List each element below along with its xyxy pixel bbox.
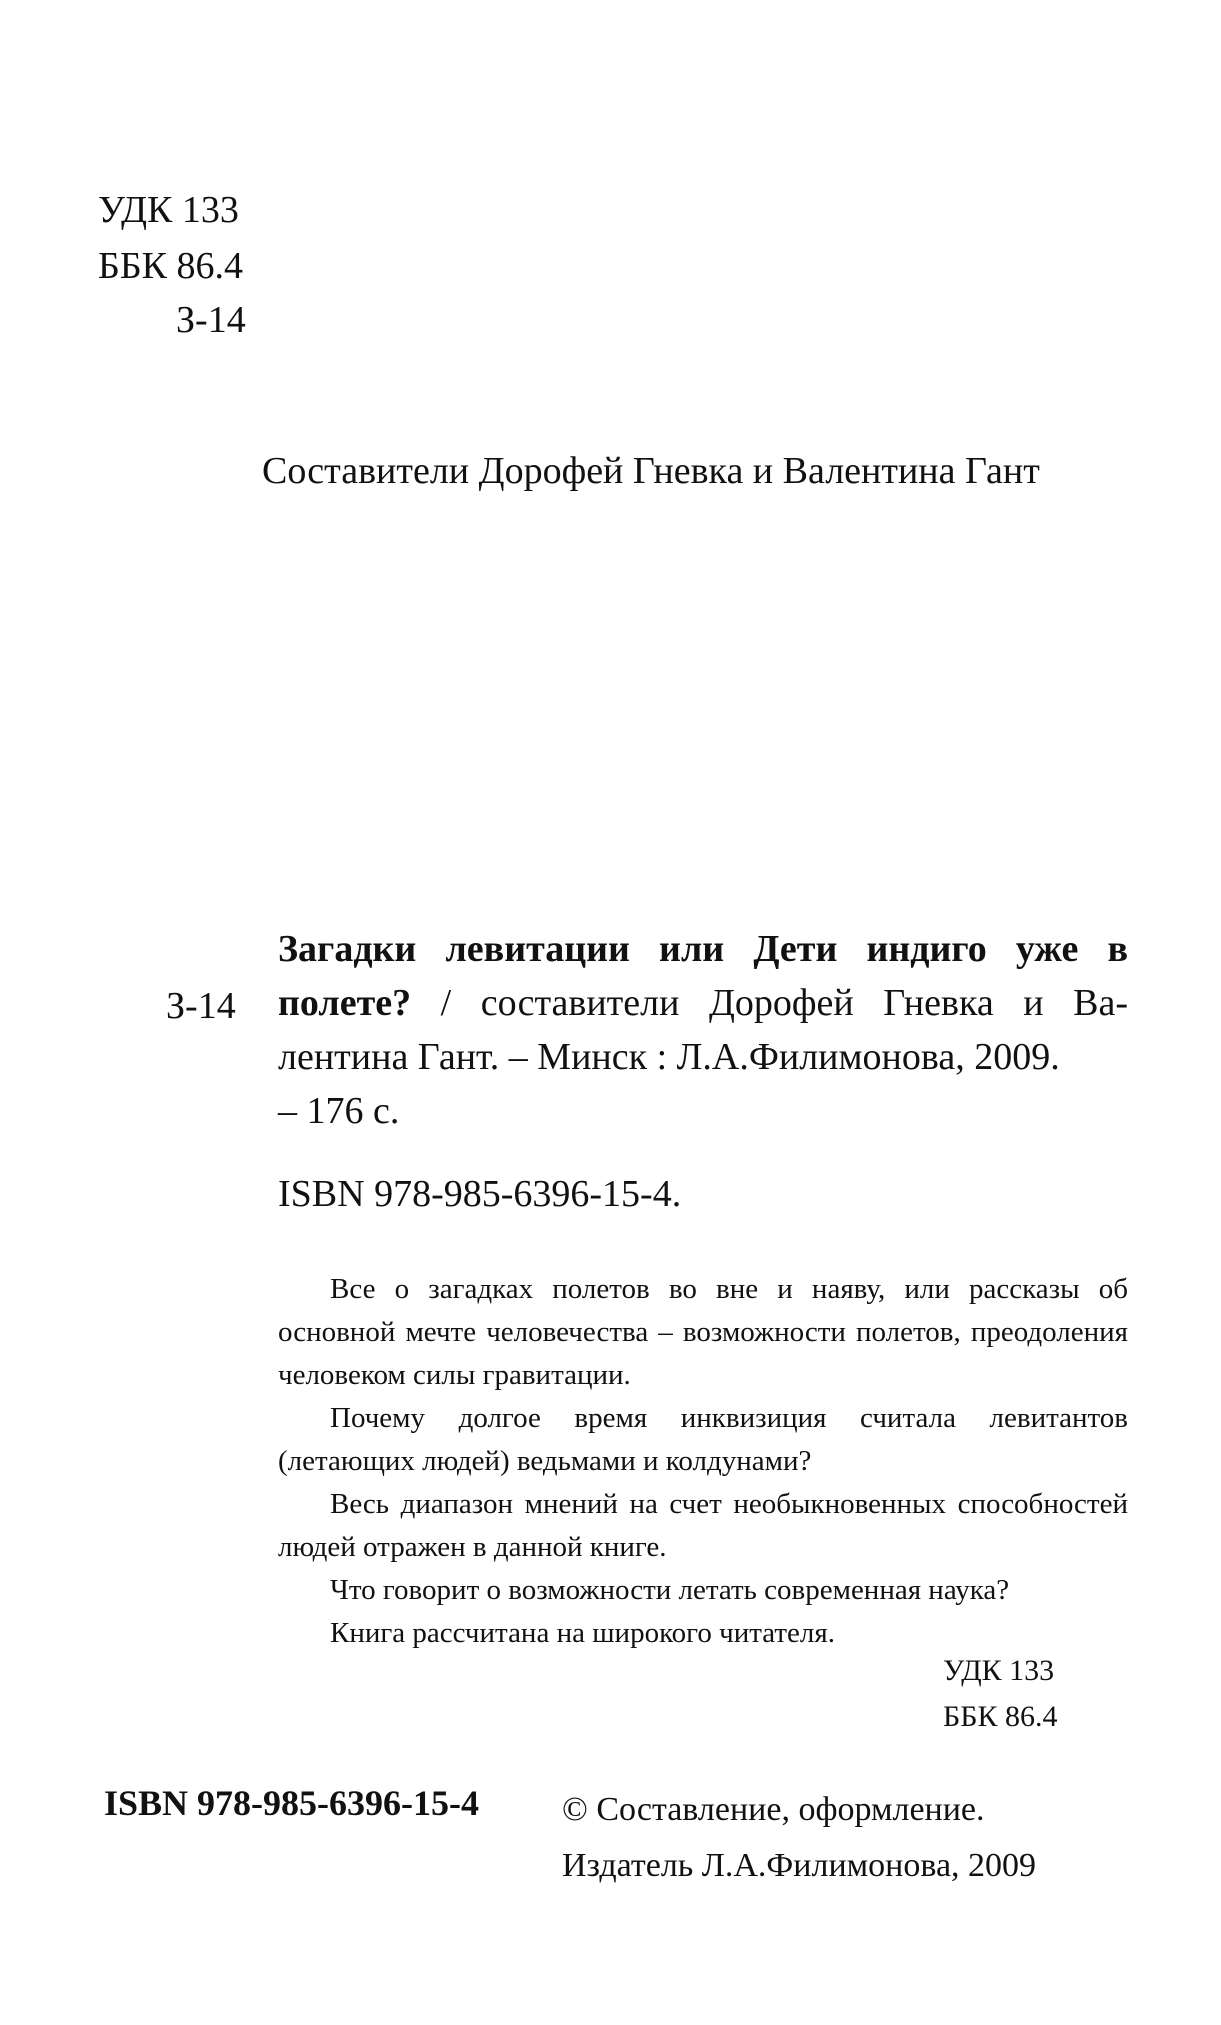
annotation: [278, 1268, 1128, 1655]
bibliographic-record: [278, 922, 1128, 1138]
copyright-notice: [562, 1782, 1122, 1894]
record-responsibility: / составители Дорофей Гневка и Ва-: [440, 982, 1128, 1024]
annotation-paragraph: Книга рассчитана на широкого читателя.: [330, 1617, 835, 1649]
record-extent: – 176 с.: [278, 1090, 400, 1132]
header-bbk: ББК 86.4: [98, 245, 243, 287]
codes-udk: УДК 133: [943, 1654, 1055, 1687]
annotation-paragraph: Все о загадках полетов во вне и наяву, или рассказы об основной мечте человечества – возможности полетов, преодоления человеком силы гравитации.: [278, 1273, 1128, 1391]
annotation-paragraph: Что говорит о возможности летать современная наука?: [330, 1574, 1010, 1606]
codes-bbk: ББК 86.4: [943, 1700, 1058, 1733]
isbn-main: ISBN 978-985-6396-15-4.: [278, 1173, 682, 1215]
annotation-paragraph: Почему долгое время инквизиция считала левитантов (летающих людей) ведьмами и колдунами?: [278, 1402, 1128, 1477]
copyright-line: © Составление, оформление.: [562, 1791, 985, 1828]
record-title: Загадки левитации или Дети индиго уже в полете?: [278, 928, 1128, 1024]
header-udk: УДК 133: [98, 189, 239, 231]
copyright-publisher: Издатель Л.А.Филимонова, 2009: [562, 1847, 1037, 1884]
record-publication: лентина Гант. – Минск : Л.А.Филимонова, 2009.: [278, 1036, 1060, 1078]
record-author-mark: З-14: [166, 985, 236, 1027]
annotation-paragraph: Весь диапазон мнений на счет необыкновенных способностей людей отражен в данной книге.: [278, 1488, 1128, 1563]
isbn-bottom: ISBN 978-985-6396-15-4: [104, 1783, 479, 1823]
compilers-line: Составители Дорофей Гневка и Валентина Гант: [262, 450, 1040, 492]
header-author-mark: З-14: [176, 299, 246, 341]
